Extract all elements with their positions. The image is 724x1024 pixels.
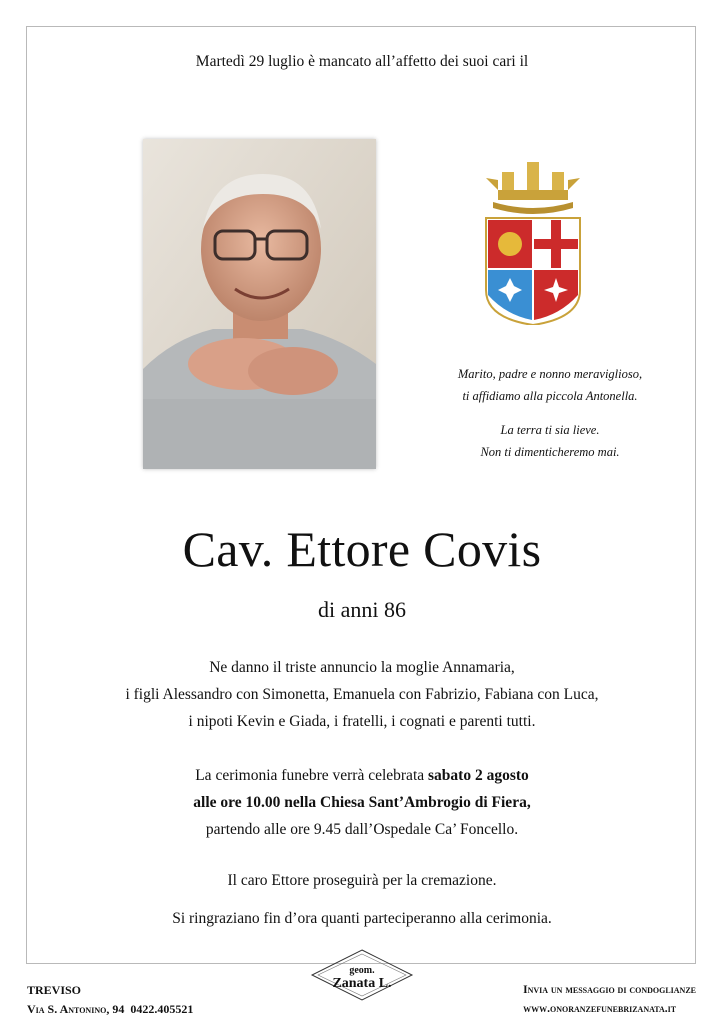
- deceased-name: Cav. Ettore Covis: [182, 521, 542, 577]
- footer-city: TREVISO: [27, 983, 82, 997]
- footer-address: Via S. Antonino, 94: [27, 1002, 125, 1016]
- ceremony-info: [0, 762, 724, 843]
- footer-phone[interactable]: 0422.405521: [130, 1002, 194, 1016]
- poem-line: ti affidiamo alla piccola Antonella.: [462, 389, 638, 403]
- website-link[interactable]: www.onoranzefunebrizanata.it: [523, 1003, 677, 1015]
- logo-title: geom.: [349, 965, 375, 976]
- ceremony-line: [0, 762, 724, 789]
- deceased-age: di anni 86: [318, 597, 406, 622]
- ceremony-departure: partendo alle ore 9.45 dall’Ospedale Ca’ Foncello.: [205, 821, 519, 838]
- funeral-home-logo: [308, 948, 416, 1002]
- footer-contact: [27, 981, 193, 1019]
- thanks-note: Si ringraziano fin d’ora quanti parteciperanno alla cerimonia.: [172, 910, 552, 927]
- poem-line: Non ti dimenticheremo mai.: [480, 445, 620, 459]
- poem: [400, 363, 700, 463]
- cremation-note: Il caro Ettore proseguirà per la cremazione.: [227, 872, 497, 889]
- announcement-line: i nipoti Kevin e Giada, i fratelli, i cognati e parenti tutti.: [188, 713, 536, 730]
- navy-coat-of-arms-icon: [478, 150, 588, 325]
- ceremony-date: sabato 2 agosto: [428, 767, 529, 784]
- ceremony-time-place: alle ore 10.00 nella Chiesa Sant’Ambrogio di Fiera,: [193, 794, 531, 811]
- intro-text: Martedì 29 luglio è mancato all’affetto dei suoi cari il: [195, 53, 529, 70]
- poem-line: La terra ti sia lieve.: [500, 423, 600, 437]
- announcement: [0, 654, 724, 735]
- deceased-photo: [143, 139, 376, 469]
- ceremony-intro: La cerimonia funebre verrà celebrata: [195, 767, 428, 784]
- announcement-line: Ne danno il triste annuncio la moglie Annamaria,: [209, 659, 515, 676]
- condolence-link[interactable]: Invia un messaggio di condoglianze: [523, 984, 696, 996]
- poem-line: Marito, padre e nonno meraviglioso,: [457, 367, 643, 381]
- footer-online: [523, 981, 696, 1019]
- announcement-line: i figli Alessandro con Simonetta, Emanuela con Fabrizio, Fabiana con Luca,: [125, 686, 599, 703]
- logo-name: Zanata L.: [332, 976, 392, 991]
